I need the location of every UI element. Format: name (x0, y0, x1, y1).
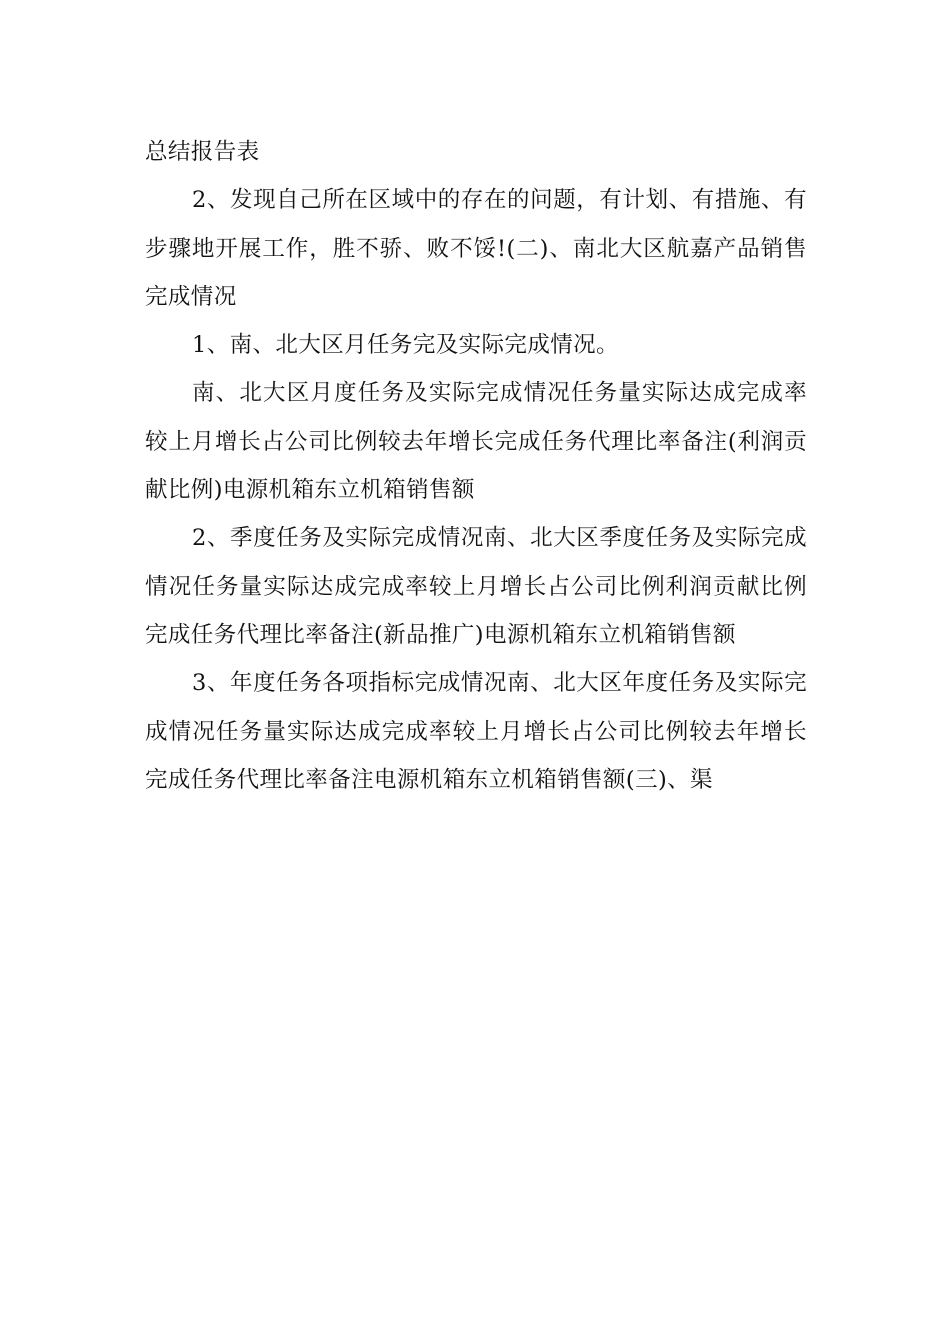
paragraph-monthly-table: 南、北大区月度任务及实际完成情况任务量实际达成完成率较上月增长占公司比例较去年增长完成任务代理比率备注(利润贡献比例)电源机箱东立机箱销售额 (145, 380, 807, 504)
paragraph-heading: 总结报告表 (145, 139, 260, 165)
paragraph-problems: 2、发现自己所在区域中的存在的问题，有计划、有措施、有步骤地开展工作，胜不骄、败不馁!(二)、南北大区航嘉产品销售完成情况 (145, 187, 807, 310)
document-body (145, 128, 807, 804)
paragraph-annual: 3、年度任务各项指标完成情况南、北大区年度任务及实际完成情况任务量实际达成完成率较上月增长占公司比例较去年增长完成任务代理比率备注电源机箱东立机箱销售额(三)、渠 (145, 670, 807, 793)
paragraph-quarterly: 2、季度任务及实际完成情况南、北大区季度任务及实际完成情况任务量实际达成完成率较上月增长占公司比例利润贡献比例完成任务代理比率备注(新品推广)电源机箱东立机箱销售额 (145, 525, 807, 648)
paragraph-monthly-title: 1、南、北大区月任务完及实际完成情况。 (192, 332, 619, 359)
